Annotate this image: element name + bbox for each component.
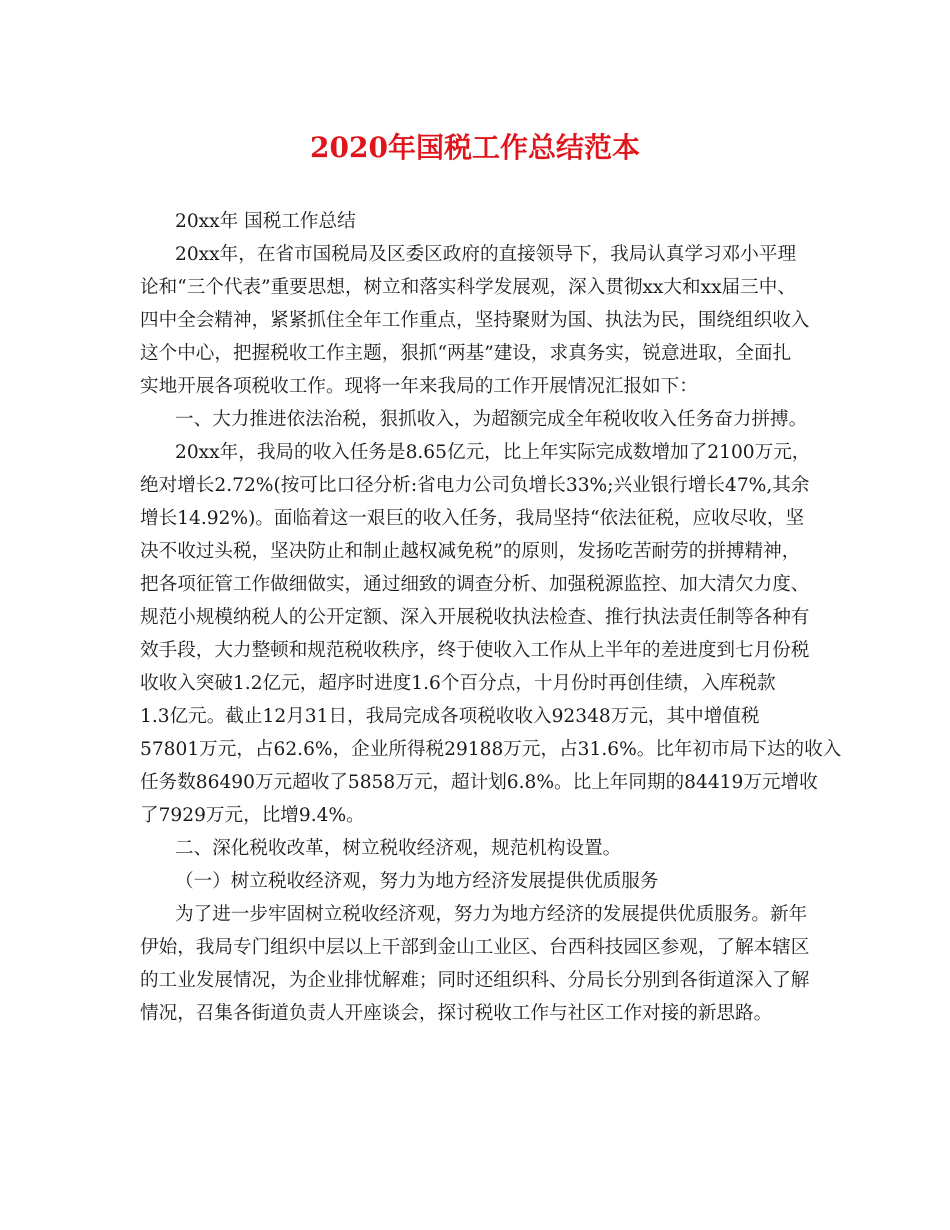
text-line: 57801万元，占62.6%，企业所得税29188万元，占31.6%。比年初市局下达的收入 — [140, 739, 842, 760]
text-line: 20xx年，我局的收入任务是8.65亿元，比上年实际完成数增加了2100万元， — [175, 442, 811, 463]
text-line: 四中全会精神，紧紧抓住全年工作重点，坚持聚财为国、执法为民，围绕组织收入 — [140, 310, 810, 331]
text-line: 这个中心，把握税收工作主题，狠抓“两基”建设，求真务实，锐意进取，全面扎 — [140, 343, 792, 364]
text-line: 情况，召集各街道负责人开座谈会，探讨税收工作与社区工作对接的新思路。 — [140, 1003, 773, 1024]
section-heading: 一、大力推进依法治税，狠抓收入，为超额完成全年税收收入任务奋力拼搏。 — [175, 409, 808, 430]
text-line: 决不收过头税，坚决防止和制止越权减免税”的原则，发扬吃苦耐劳的拼搏精神， — [140, 541, 801, 562]
text-line: 论和“三个代表”重要思想，树立和落实科学发展观，深入贯彻xx大和xx届三中、 — [140, 277, 796, 298]
text-line: 了7929万元，比增9.4%。 — [140, 805, 365, 826]
text-line: 实地开展各项税收工作。现将一年来我局的工作开展情况汇报如下： — [140, 376, 698, 397]
document-body — [140, 205, 842, 1030]
text-line: 的工业发展情况，为企业排忧解难；同时还组织科、分局长分别到各街道深入了解 — [140, 970, 810, 991]
text-line: 20xx年，在省市国税局及区委区政府的直接领导下，我局认真学习邓小平理 — [175, 244, 797, 265]
text-line: 效手段，大力整顿和规范税收秩序，终于使收入工作从上半年的差进度到七月份税 — [140, 640, 810, 661]
text-line: 绝对增长2.72%(按可比口径分析:省电力公司负增长33%;兴业银行增长47%,其余 — [140, 475, 810, 496]
subsection-heading: （一）树立税收经济观，努力为地方经济发展提供优质服务 — [175, 871, 659, 892]
text-line: 为了进一步牢固树立税收经济观，努力为地方经济的发展提供优质服务。新年 — [175, 904, 808, 925]
document-title: 2020年国税工作总结范本 — [310, 131, 640, 164]
text-line: 1.3亿元。截止12月31日，我局完成各项税收收入92348万元，其中增值税 — [140, 706, 760, 727]
text-line: 规范小规模纳税人的公开定额、深入开展税收执法检查、推行执法责任制等各种有 — [140, 607, 810, 628]
section-heading: 二、深化税收改革，树立税收经济观，规范机构设置。 — [175, 838, 622, 859]
text-line: 增长14.92%)。面临着这一艰巨的收入任务，我局坚持“依法征税，应收尽收，坚 — [140, 508, 805, 529]
text-line: 20xx年 国税工作总结 — [175, 211, 356, 232]
text-line: 收收入突破1.2亿元，超序时进度1.6个百分点，十月份时再创佳绩，入库税款 — [140, 673, 776, 694]
text-line: 伊始，我局专门组织中层以上干部到金山工业区、台西科技园区参观，了解本辖区 — [140, 937, 810, 958]
text-line: 任务数86490万元超收了5858万元，超计划6.8%。比上年同期的84419万元增收 — [140, 772, 818, 793]
text-line: 把各项征管工作做细做实，通过细致的调查分析、加强税源监控、加大清欠力度、 — [140, 574, 810, 595]
